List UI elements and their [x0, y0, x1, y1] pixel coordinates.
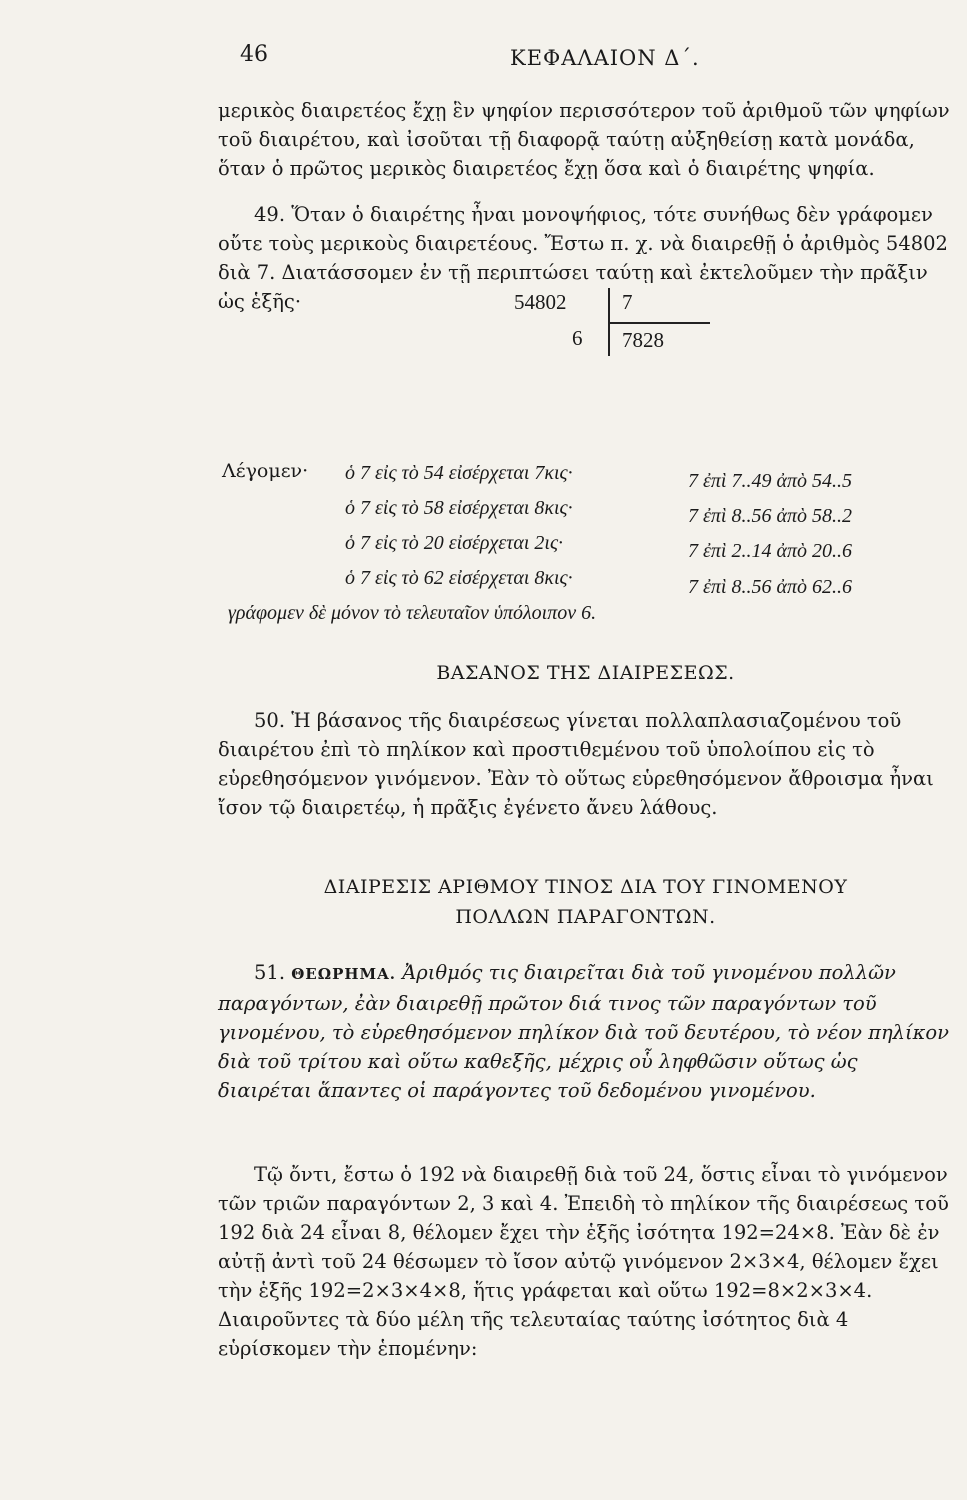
- section-heading-proof: ΒΑΣΑΝΟΣ ΤΗΣ ΔΙΑΙΡΕΣΕΩΣ.: [436, 662, 735, 684]
- division-dividend: 54802: [514, 290, 567, 314]
- step-right: 7 ἐπὶ 2..14 ἀπὸ 20..6: [688, 540, 852, 562]
- section-heading-division-line1: ΔΙΑΙΡΕΣΙΣ ΑΡΙΘΜΟΥ ΤΙΝΟΣ ΔΙΑ ΤΟΥ ΓΙΝΟΜΕΝΟΥ: [323, 876, 848, 898]
- theorem-text: Ἀριθμός τις διαιρεῖται διὰ τοῦ γινομένου πολλῶν παραγόντων, ἐὰν διαιρεθῇ πρῶτον διά τινος τῶν παραγόντων τοῦ γινομένου, τὸ εὑρεθησόμενον πηλίκον διὰ τοῦ δευτέρου, τὸ νέον πηλίκον διὰ τοῦ τρίτου καὶ οὕτω καθεξῆς, μέχρις οὗ ληφθῶσιν οὕτως ὡς διαιρέται ἅπαντες οἱ παράγοντες τοῦ δεδομένου γινομένου.: [218, 961, 950, 1102]
- paragraph-51: [218, 958, 953, 1105]
- paragraph-49: 49. Ὅταν ὁ διαιρέτης ἦναι μονοψήφιος, τότε συνήθως δὲν γράφομεν οὔτε τοὺς μερικοὺς διαιρετέους. Ἔστω π. χ. νὰ διαιρεθῇ ὁ ἀριθμὸς 54802 διὰ 7. Διατάσσομεν ἐν τῇ περιπτώσει ταύτῃ καὶ ἐκτελοῦμεν τὴν πρᾶξιν ὡς ἑξῆς·: [218, 203, 948, 313]
- step-right: 7 ἐπὶ 8..56 ἀπὸ 58..2: [688, 505, 852, 527]
- step-left: ὁ 7 εἰς τὸ 54 εἰσέρχεται 7κις·: [345, 462, 573, 484]
- section-heading-division-line2: ΠΟΛΛΩΝ ΠΑΡΑΓΟΝΤΩΝ.: [455, 906, 716, 928]
- paragraph-proof: Τῷ ὄντι, ἔστω ὁ 192 νὰ διαιρεθῇ διὰ τοῦ 24, ὅστις εἶναι τὸ γινόμενον τῶν τριῶν παραγόντων 2, 3 καὶ 4. Ἐπειδὴ τὸ πηλίκον τῆς διαιρέσεως τοῦ 192 διὰ 24 εἶναι 8, θέλομεν ἔχει τὴν ἑξῆς ἰσότητα 192=24×8. Ἐὰν δὲ ἐν αὐτῇ ἀντὶ τοῦ 24 θέσωμεν τὸ ἴσον αὐτῷ γινόμενον 2×3×4, θέλομεν ἔχει τὴν ἑξῆς 192=2×3×4×8, ἥτις γράφεται καὶ οὕτω 192=8×2×3×4. Διαιροῦντες τὰ δύο μέλη τῆς τελευταίας ταύτης ἰσότητος διὰ 4 εὑρίσκομεν τὴν ἑπομένην:: [218, 1163, 949, 1360]
- division-quotient: 7828: [622, 328, 664, 352]
- step-left: ὁ 7 εἰς τὸ 58 εἰσέρχεται 8κις·: [345, 497, 573, 519]
- final-remainder-line: γράφομεν δὲ μόνον τὸ τελευταῖον ὑπόλοιπον 6.: [228, 602, 597, 624]
- step-right: 7 ἐπὶ 7..49 ἀπὸ 54..5: [688, 470, 852, 492]
- division-remainder: 6: [572, 326, 583, 350]
- paragraph-continuation: μερικὸς διαιρετέος ἔχῃ ἓν ψηφίον περισσότερον τοῦ ἀριθμοῦ τῶν ψηφίων τοῦ διαιρέτου, καὶ ἰσοῦται τῇ διαφορᾷ ταύτῃ αὐξηθείσῃ κατὰ μονάδα, ὅταν ὁ πρῶτος μερικὸς διαιρετέος ἔχῃ ὅσα καὶ ὁ διαιρέτης ψηφία.: [218, 99, 950, 180]
- step-right: 7 ἐπὶ 8..56 ἀπὸ 62..6: [688, 576, 852, 598]
- division-horizontal-rule: [608, 322, 710, 324]
- division-divisor: 7: [622, 290, 633, 314]
- step-left: ὁ 7 εἰς τὸ 20 εἰσέρχεται 2ις·: [345, 532, 564, 554]
- paragraph-50: 50. Ἡ βάσανος τῆς διαιρέσεως γίνεται πολλαπλασιαζομένου τοῦ διαιρέτου ἐπὶ τὸ πηλίκον καὶ προστιθεμένου τοῦ ὑπολοίπου εἰς τὸ εὑρεθησόμενον γινόμενον. Ἐὰν τὸ οὕτως εὑρεθησόμενον ἄθροισμα ἦναι ἴσον τῷ διαιρετέῳ, ἡ πρᾶξις ἐγένετο ἄνευ λάθους.: [218, 709, 934, 819]
- paragraph-51-number: 51.: [254, 961, 286, 984]
- page-number: 46: [240, 42, 268, 67]
- legomen-label: Λέγομεν·: [222, 460, 309, 482]
- running-head: ΚΕΦΑΛΑΙΟΝ Δ΄.: [510, 46, 700, 70]
- theorem-label: ΘΕΩΡΗΜΑ.: [291, 965, 396, 983]
- step-left: ὁ 7 εἰς τὸ 62 εἰσέρχεται 8κις·: [345, 567, 573, 589]
